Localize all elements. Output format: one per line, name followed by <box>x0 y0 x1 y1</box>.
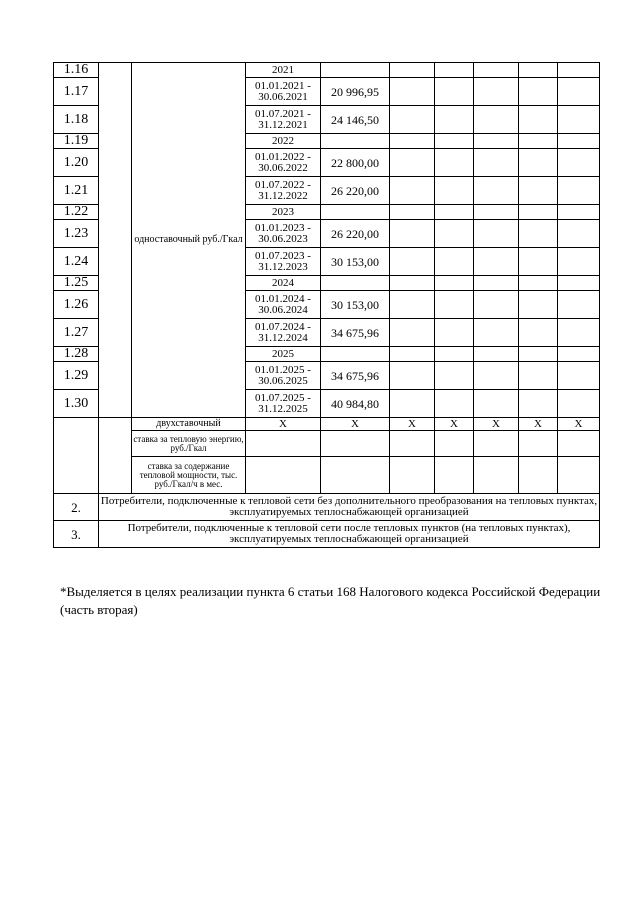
row-number: 1.25 <box>54 276 99 291</box>
empty-cell <box>390 248 435 276</box>
empty-cell <box>246 457 321 494</box>
row-number: 1.27 <box>54 319 99 347</box>
empty-cell <box>390 347 435 362</box>
row-number: 1.20 <box>54 149 99 177</box>
section-row <box>54 521 600 548</box>
price-cell: 34 675,96 <box>321 319 390 347</box>
row-number: 1.26 <box>54 291 99 319</box>
period-cell: 01.01.2023 - 30.06.2023 <box>246 220 321 248</box>
empty-cell <box>390 149 435 177</box>
empty-cell <box>474 291 519 319</box>
tariff-table <box>53 62 600 548</box>
year-cell: 2023 <box>246 205 321 220</box>
empty-cell <box>474 276 519 291</box>
x-mark-cell: Х <box>321 418 390 431</box>
empty-cell <box>558 390 600 418</box>
empty-cell <box>390 220 435 248</box>
empty-cell <box>519 390 558 418</box>
empty-cell <box>519 134 558 149</box>
empty-cell <box>558 457 600 494</box>
empty-cell <box>435 78 474 106</box>
empty-cell <box>558 347 600 362</box>
period-cell: 01.01.2024 - 30.06.2024 <box>246 291 321 319</box>
row-number: 1.19 <box>54 134 99 149</box>
row-number: 1.30 <box>54 390 99 418</box>
empty-cell <box>519 106 558 134</box>
empty-cell <box>390 276 435 291</box>
empty-cell <box>435 276 474 291</box>
period-cell: 01.07.2024 - 31.12.2024 <box>246 319 321 347</box>
empty-cell <box>519 457 558 494</box>
empty-cell <box>558 291 600 319</box>
x-mark-cell: Х <box>246 418 321 431</box>
rate-capacity-label: ставка за содержание тепловой мощности, тыс. руб./Гкал/ч в мес. <box>132 457 246 494</box>
empty-cell <box>435 205 474 220</box>
empty-cell <box>519 177 558 205</box>
empty-cell <box>558 63 600 78</box>
empty-cell <box>558 319 600 347</box>
single-rate-label: одноставочный руб./Гкал <box>132 63 246 418</box>
price-cell: 24 146,50 <box>321 106 390 134</box>
empty-cell <box>519 248 558 276</box>
empty-cell <box>321 205 390 220</box>
empty-cell <box>321 347 390 362</box>
empty-cell <box>474 248 519 276</box>
empty-cell <box>519 319 558 347</box>
blank-column-cell <box>99 418 132 494</box>
rate-energy-label: ставка за тепловую энергию, руб./Гкал <box>132 431 246 457</box>
period-cell: 01.01.2022 - 30.06.2022 <box>246 149 321 177</box>
empty-cell <box>558 431 600 457</box>
empty-cell <box>390 177 435 205</box>
period-cell: 01.07.2025 - 31.12.2025 <box>246 390 321 418</box>
year-cell: 2025 <box>246 347 321 362</box>
empty-cell <box>435 291 474 319</box>
section-number: 2. <box>54 494 99 521</box>
empty-cell <box>474 63 519 78</box>
empty-cell <box>474 431 519 457</box>
period-cell: 01.01.2025 - 30.06.2025 <box>246 362 321 390</box>
empty-cell <box>474 457 519 494</box>
section-text: Потребители, подключенные к тепловой сети без дополнительного преобразования на тепловых пунктах, эксплуатируемых теплоснабжающей организацией <box>99 494 600 521</box>
empty-cell <box>474 177 519 205</box>
table-row <box>54 63 600 78</box>
empty-cell <box>558 106 600 134</box>
section-row <box>54 494 600 521</box>
empty-cell <box>435 347 474 362</box>
price-cell: 30 153,00 <box>321 291 390 319</box>
empty-cell <box>435 248 474 276</box>
empty-cell <box>558 362 600 390</box>
row-number: 1.24 <box>54 248 99 276</box>
empty-cell <box>435 319 474 347</box>
empty-cell <box>474 362 519 390</box>
empty-cell <box>519 63 558 78</box>
x-mark-cell: Х <box>519 418 558 431</box>
price-cell: 30 153,00 <box>321 248 390 276</box>
row-number: 1.22 <box>54 205 99 220</box>
empty-cell <box>321 63 390 78</box>
empty-cell <box>474 134 519 149</box>
year-cell: 2022 <box>246 134 321 149</box>
empty-cell <box>390 205 435 220</box>
empty-cell <box>519 220 558 248</box>
price-cell: 26 220,00 <box>321 220 390 248</box>
empty-cell <box>474 220 519 248</box>
empty-cell <box>474 347 519 362</box>
empty-cell <box>519 347 558 362</box>
empty-cell <box>474 319 519 347</box>
empty-cell <box>519 291 558 319</box>
two-rate-label: двухставочный <box>132 418 246 431</box>
x-mark-cell: Х <box>558 418 600 431</box>
empty-cell <box>558 78 600 106</box>
period-cell: 01.07.2023 - 31.12.2023 <box>246 248 321 276</box>
price-cell: 26 220,00 <box>321 177 390 205</box>
empty-cell <box>435 362 474 390</box>
row-number: 1.23 <box>54 220 99 248</box>
row-number: 1.17 <box>54 78 99 106</box>
empty-cell <box>558 177 600 205</box>
empty-cell <box>519 78 558 106</box>
row-number: 1.18 <box>54 106 99 134</box>
empty-cell <box>435 106 474 134</box>
empty-cell <box>435 220 474 248</box>
section-number: 3. <box>54 521 99 548</box>
empty-cell <box>558 205 600 220</box>
empty-cell <box>558 248 600 276</box>
period-cell: 01.07.2021 - 31.12.2021 <box>246 106 321 134</box>
empty-cell <box>474 106 519 134</box>
row-number: 1.16 <box>54 63 99 78</box>
empty-cell <box>390 291 435 319</box>
empty-cell <box>435 177 474 205</box>
empty-cell <box>435 149 474 177</box>
two-rate-row <box>54 418 600 431</box>
empty-cell <box>435 134 474 149</box>
empty-cell <box>435 63 474 78</box>
row-number: 1.29 <box>54 362 99 390</box>
empty-cell <box>321 276 390 291</box>
empty-cell <box>390 319 435 347</box>
price-cell: 40 984,80 <box>321 390 390 418</box>
x-mark-cell: Х <box>435 418 474 431</box>
row-number-empty <box>54 418 99 494</box>
empty-cell <box>474 205 519 220</box>
year-cell: 2021 <box>246 63 321 78</box>
empty-cell <box>390 106 435 134</box>
empty-cell <box>390 431 435 457</box>
empty-cell <box>390 457 435 494</box>
row-number: 1.28 <box>54 347 99 362</box>
price-cell: 20 996,95 <box>321 78 390 106</box>
price-cell: 34 675,96 <box>321 362 390 390</box>
empty-cell <box>558 276 600 291</box>
empty-cell <box>390 63 435 78</box>
period-cell: 01.07.2022 - 31.12.2022 <box>246 177 321 205</box>
x-mark-cell: Х <box>474 418 519 431</box>
blank-column-cell <box>99 63 132 418</box>
empty-cell <box>435 457 474 494</box>
footnote: *Выделяется в целях реализации пункта 6 статьи 168 Налогового кодекса Российской Федерации (часть вторая) <box>60 584 601 617</box>
empty-cell <box>474 78 519 106</box>
empty-cell <box>519 205 558 220</box>
rate-capacity-row <box>54 457 600 494</box>
empty-cell <box>435 390 474 418</box>
year-cell: 2024 <box>246 276 321 291</box>
row-number: 1.21 <box>54 177 99 205</box>
period-cell: 01.01.2021 - 30.06.2021 <box>246 78 321 106</box>
empty-cell <box>558 149 600 177</box>
empty-cell <box>321 457 390 494</box>
empty-cell <box>558 220 600 248</box>
empty-cell <box>519 431 558 457</box>
empty-cell <box>519 149 558 177</box>
empty-cell <box>390 390 435 418</box>
x-mark-cell: Х <box>390 418 435 431</box>
empty-cell <box>246 431 321 457</box>
empty-cell <box>390 78 435 106</box>
empty-cell <box>558 134 600 149</box>
rate-energy-row <box>54 431 600 457</box>
empty-cell <box>474 390 519 418</box>
empty-cell <box>390 134 435 149</box>
empty-cell <box>519 276 558 291</box>
empty-cell <box>321 134 390 149</box>
empty-cell <box>474 149 519 177</box>
empty-cell <box>321 431 390 457</box>
empty-cell <box>519 362 558 390</box>
section-text: Потребители, подключенные к тепловой сети после тепловых пунктов (на тепловых пунктах), эксплуатируемых теплоснабжающей организацией <box>99 521 600 548</box>
empty-cell <box>435 431 474 457</box>
empty-cell <box>390 362 435 390</box>
price-cell: 22 800,00 <box>321 149 390 177</box>
